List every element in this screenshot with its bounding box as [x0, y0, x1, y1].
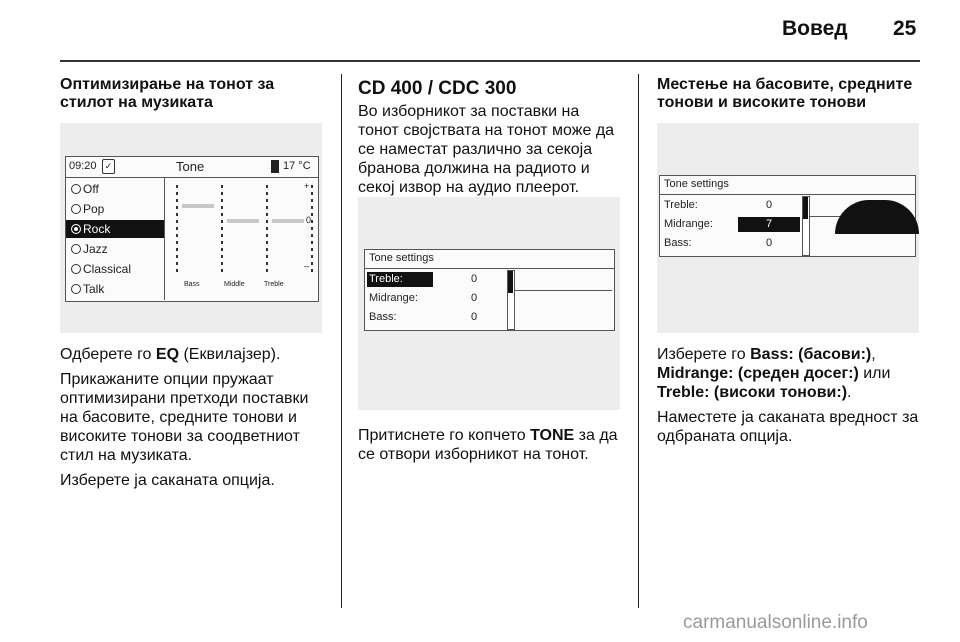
- level-dot: [311, 269, 313, 272]
- band-label-treble: Treble: [264, 281, 284, 288]
- eq-option-talk[interactable]: [66, 280, 164, 298]
- page-number: 25: [893, 17, 917, 40]
- paragraph: Во изборникот за поставки на тонот својствата на тонот може да се наместат различно за секоја бранова должина на радиото и секој извор на аудио плеерот.: [358, 103, 615, 196]
- eq-option-rock[interactable]: [66, 220, 164, 238]
- eq-option-classical[interactable]: [66, 260, 164, 278]
- temperature-icon: [271, 160, 279, 173]
- tone-row-value: 0: [470, 292, 478, 304]
- level-dot: [221, 192, 223, 195]
- col3-text: [657, 345, 919, 452]
- level-dot: [221, 206, 223, 209]
- tone-row-label[interactable]: Treble:: [664, 199, 698, 211]
- scale-zero-label: 0: [306, 215, 312, 225]
- level-dot: [221, 248, 223, 251]
- temperature-text: 17 °C: [283, 160, 311, 172]
- level-dot: [221, 269, 223, 272]
- screen-title: Tone: [176, 159, 205, 174]
- level-dot: [176, 185, 178, 188]
- eq-option-label: Classical: [83, 262, 132, 276]
- section-heading: Местење на басовите, средните тонови и високите тонови: [657, 76, 913, 111]
- eq-option-label: Jazz: [83, 242, 108, 256]
- level-dot: [266, 255, 268, 258]
- tone-row-label[interactable]: Midrange:: [664, 218, 713, 230]
- title-divider: [660, 194, 915, 195]
- level-dot: [221, 234, 223, 237]
- level-dot: [311, 248, 313, 251]
- level-dot: [176, 213, 178, 216]
- tone-row-value: 0: [765, 237, 773, 249]
- level-dot: [266, 199, 268, 202]
- paragraph: Притиснете го копчето TONE за да се отвори изборникот на тонот.: [358, 427, 618, 463]
- watermark: carmanualsonline.info: [683, 612, 868, 633]
- column-2: [358, 78, 620, 203]
- paragraph: Изберете го Bass: (басови:), Midrange: (среден досег:) или Treble: (високи тонови:).: [657, 346, 891, 401]
- level-dot: [266, 192, 268, 195]
- level-dot: [266, 234, 268, 237]
- col1-text: [60, 345, 322, 496]
- level-dot: [311, 241, 313, 244]
- level-dot: [221, 241, 223, 244]
- level-dot: [311, 234, 313, 237]
- level-dot: [221, 213, 223, 216]
- level-dot: [221, 185, 223, 188]
- level-dot: [176, 220, 178, 223]
- eq-option-label: Pop: [83, 202, 105, 216]
- level-dot: [266, 227, 268, 230]
- paragraph: Наместете ја саканата вредност за одбраната опција.: [657, 409, 919, 445]
- level-dot: [221, 199, 223, 202]
- level-dot: [176, 206, 178, 209]
- level-dot: [176, 234, 178, 237]
- tone-row-value: 0: [765, 199, 773, 211]
- tone-row-label[interactable]: Treble:: [367, 272, 433, 287]
- eq-option-off[interactable]: [66, 180, 164, 198]
- title-divider: [365, 268, 614, 269]
- tone-row-value: 7: [738, 217, 800, 232]
- column-divider-1: [341, 74, 342, 608]
- slider-divider: [515, 290, 612, 291]
- tone-slider-thumb[interactable]: [508, 271, 513, 293]
- eq-screenshot: [60, 123, 322, 333]
- col2-text: [358, 426, 620, 470]
- radio-selected-icon: [71, 224, 81, 234]
- level-dot: [221, 255, 223, 258]
- radio-icon: [71, 184, 81, 194]
- scale-plus-label: +: [304, 181, 310, 191]
- eq-option-label: Rock: [83, 222, 111, 236]
- level-dot: [266, 269, 268, 272]
- level-dot: [311, 255, 313, 258]
- tone-row-value: 0: [470, 311, 478, 323]
- tone-screenshot-2: [657, 123, 919, 333]
- level-dot: [266, 241, 268, 244]
- clock-text: 09:20: [69, 160, 97, 172]
- tone-settings-title: Tone settings: [369, 252, 434, 264]
- radio-icon: [71, 204, 81, 214]
- level-dot: [176, 262, 178, 265]
- band-level-bar: [182, 204, 214, 208]
- paragraph: Прикажаните опции пружаат оптимизирани претходи поставки на басовите, средните тонови и високите тонови за соодветниот стил на музиката.: [60, 371, 309, 464]
- level-dot: [221, 220, 223, 223]
- level-dot: [176, 199, 178, 202]
- band-level-bar: [227, 219, 259, 223]
- column-3: [657, 76, 919, 126]
- scale-minus-label: –: [304, 261, 310, 271]
- section-heading: Оптимизирање на тонот за стилот на музиката: [60, 76, 275, 111]
- eq-statusbar: [66, 157, 318, 178]
- level-dot: [266, 206, 268, 209]
- level-dot: [311, 185, 313, 188]
- level-dot: [176, 241, 178, 244]
- tone-screen: [364, 249, 615, 331]
- level-dot: [266, 185, 268, 188]
- level-dot: [266, 213, 268, 216]
- eq-option-jazz[interactable]: [66, 240, 164, 258]
- level-dot: [266, 220, 268, 223]
- tone-row-value: 0: [470, 273, 478, 285]
- level-dot: [311, 199, 313, 202]
- level-dot: [176, 248, 178, 251]
- level-arc-graphic: [835, 200, 919, 234]
- eq-option-label: Off: [83, 182, 99, 196]
- level-dot: [266, 262, 268, 265]
- tone-row-label[interactable]: Midrange:: [369, 292, 418, 304]
- level-dot: [221, 262, 223, 265]
- eq-option-pop[interactable]: [66, 200, 164, 218]
- phone-icon: ✓: [102, 159, 115, 174]
- tone-row-label[interactable]: Bass:: [369, 311, 397, 323]
- level-dot: [311, 262, 313, 265]
- header-rule: [60, 60, 920, 62]
- column-divider-2: [638, 74, 639, 608]
- level-dot: [311, 227, 313, 230]
- column-1: [60, 76, 322, 126]
- tone-slider-thumb[interactable]: [803, 197, 808, 219]
- level-dot: [311, 206, 313, 209]
- eq-screen: [65, 156, 319, 302]
- tone-row-label[interactable]: Bass:: [664, 237, 692, 249]
- eq-option-label: Talk: [83, 282, 105, 296]
- band-label-bass: Bass: [184, 281, 200, 288]
- paragraph: Изберете ја саканата опција.: [60, 472, 275, 489]
- level-dot: [311, 213, 313, 216]
- tone-screen: [659, 175, 916, 257]
- band-label-middle: Middle: [224, 281, 245, 288]
- level-dot: [311, 192, 313, 195]
- level-dot: [176, 192, 178, 195]
- tone-settings-title: Tone settings: [664, 178, 729, 190]
- tone-screenshot-1: [358, 197, 620, 410]
- level-dot: [311, 220, 313, 223]
- level-dot: [176, 269, 178, 272]
- radio-icon: [71, 284, 81, 294]
- band-level-bar: [272, 219, 304, 223]
- radio-icon: [71, 264, 81, 274]
- paragraph: Одберете го EQ (Еквилајзер).: [60, 346, 281, 363]
- eq-bars: [166, 179, 316, 299]
- level-dot: [221, 227, 223, 230]
- level-dot: [176, 227, 178, 230]
- level-dot: [176, 255, 178, 258]
- section-heading: CD 400 / CDC 300: [358, 78, 517, 99]
- radio-icon: [71, 244, 81, 254]
- header-title: Вовед: [782, 17, 848, 40]
- level-dot: [266, 248, 268, 251]
- eq-options: [66, 178, 165, 300]
